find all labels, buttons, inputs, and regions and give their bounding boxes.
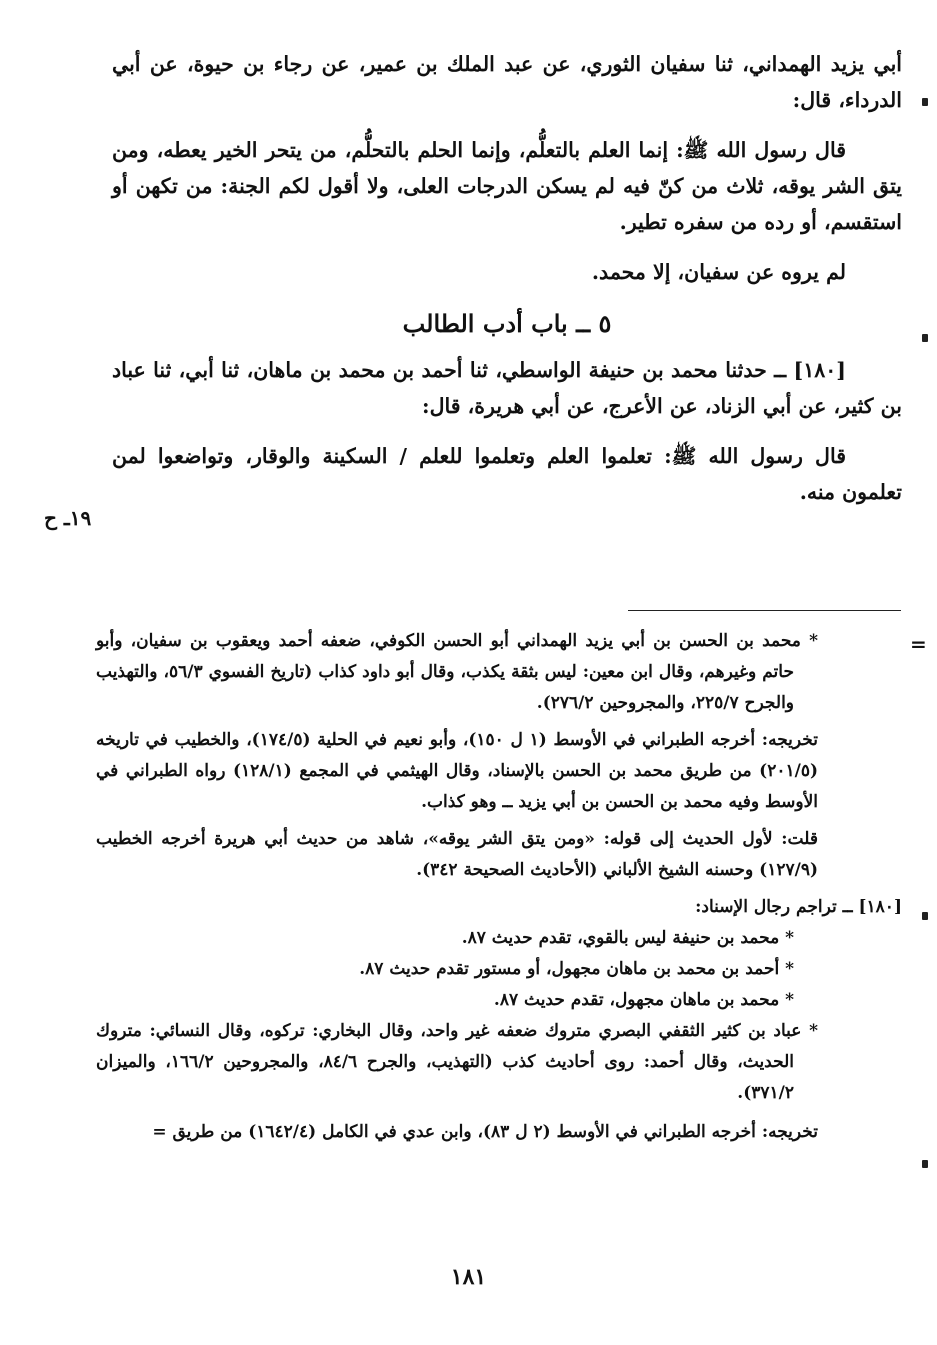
takhrij-note-2: تخريجه: أخرجه الطبراني في الأوسط (٢ ل ٨٣)، وابن عدي في الكامل (١٦٤٢/٤) من طريق = (152, 1122, 818, 1142)
margin-page-reference: ١٩ـ ح (44, 506, 92, 530)
page-number: ١٨١ (450, 1264, 487, 1290)
editor-remark: لم يروه عن سفيان، إلا محمد. (591, 260, 846, 284)
hadith-180-text: قال رسول الله ﷺ: تعلموا العلم وتعلموا للعلم / السكينة والوقار، وتواضعوا لمن تعلمون منه. (112, 444, 902, 504)
footnote-divider (628, 610, 901, 611)
margin-continue-mark: = (910, 632, 927, 656)
footnotes (96, 626, 902, 1154)
main-text (112, 46, 902, 524)
rijal-item: * أحمد بن محمد بن ماهان مجهول، أو مستور تقدم حديث ٨٧. (359, 959, 794, 979)
rijal-item: * عباد بن كثير الثقفي البصري متروك ضعفه غير واحد، وقال البخاري: تركوه، وقال النسائي: متروك الحديث، وقال أحمد: روى أحاديث كذب (التهذيب، والجرح ٨٤/٦، والمجروحين ١٦٦/٢، والميزان ٣٧١/٢). (96, 1021, 818, 1103)
rijal-heading: [١٨٠] ــ تراجم رجال الإسناد: (695, 897, 902, 917)
rijal-item: * محمد بن ماهان مجهول، تقدم حديث ٨٧. (493, 990, 794, 1010)
rijal-item: * محمد بن حنيفة ليس بالقوي، تقدم حديث ٨٧. (461, 928, 794, 948)
narrator-note: * محمد بن الحسن بن أبي يزيد الهمداني أبو الحسن الكوفي، ضعفه أحمد ويعقوب بن سفيان، وأبو حاتم وغيرهم، وقال ابن معين: ليس بثقة يكذب، وقال أبو داود كذاب (تاريخ الفسوي ٥٦/٣، والتهذيب والجرح ٢٢٥/٧، والمجروحين ٢٧٦/٢). (96, 631, 818, 713)
margin-mark (922, 334, 928, 342)
hadith-text: قال رسول الله ﷺ: إنما العلم بالتعلُّم، وإنما الحلم بالتحلُّم، من يتحر الخير يعطه، ومن يتق الشر يوقه، ثلاث من كنّ فيه لم يسكن الدرجات العلى، ولا أقول لكم الجنة: من تكهن أو استقسم، أو رده من سفره تطير. (112, 138, 902, 234)
margin-mark (922, 98, 928, 106)
margin-mark (922, 1160, 928, 1168)
qultu-note: قلت: لأول الحديث إلى قوله: «ومن يتق الشر يوقه»، شاهد من حديث أبي هريرة أخرجه الخطيب (١٢٧/٩) وحسنه الشيخ الألباني (الأحاديث الصحيحة ٣٤٢). (96, 829, 818, 880)
isnad-continuation: أبي يزيد الهمداني، ثنا سفيان الثوري، عن عبد الملك بن عمير، عن رجاء بن حيوة، عن أبي الدرداء، قال: (112, 52, 902, 112)
section-title: ٥ ــ باب أدب الطالب (402, 309, 612, 338)
takhrij-note: تخريجه: أخرجه الطبراني في الأوسط (١ ل ١٥٠)، وأبو نعيم في الحلية (١٧٤/٥)، والخطيب في تاريخه (٢٠١/٥) من طريق محمد بن الحسن بالإسناد، وقال الهيثمي في المجمع (١٢٨/١) رواه الطبراني في الأوسط وفيه محمد بن الحسن بن أبي يزيد ــ وهو كذاب. (96, 730, 818, 812)
hadith-180-isnad: [١٨٠] ــ حدثنا محمد بن حنيفة الواسطي، ثنا أحمد بن محمد بن ماهان، ثنا أبي، ثنا عباد بن كثير، عن أبي الزناد، عن الأعرج، عن أبي هريرة، قال: (112, 358, 902, 418)
margin-mark (922, 912, 928, 920)
